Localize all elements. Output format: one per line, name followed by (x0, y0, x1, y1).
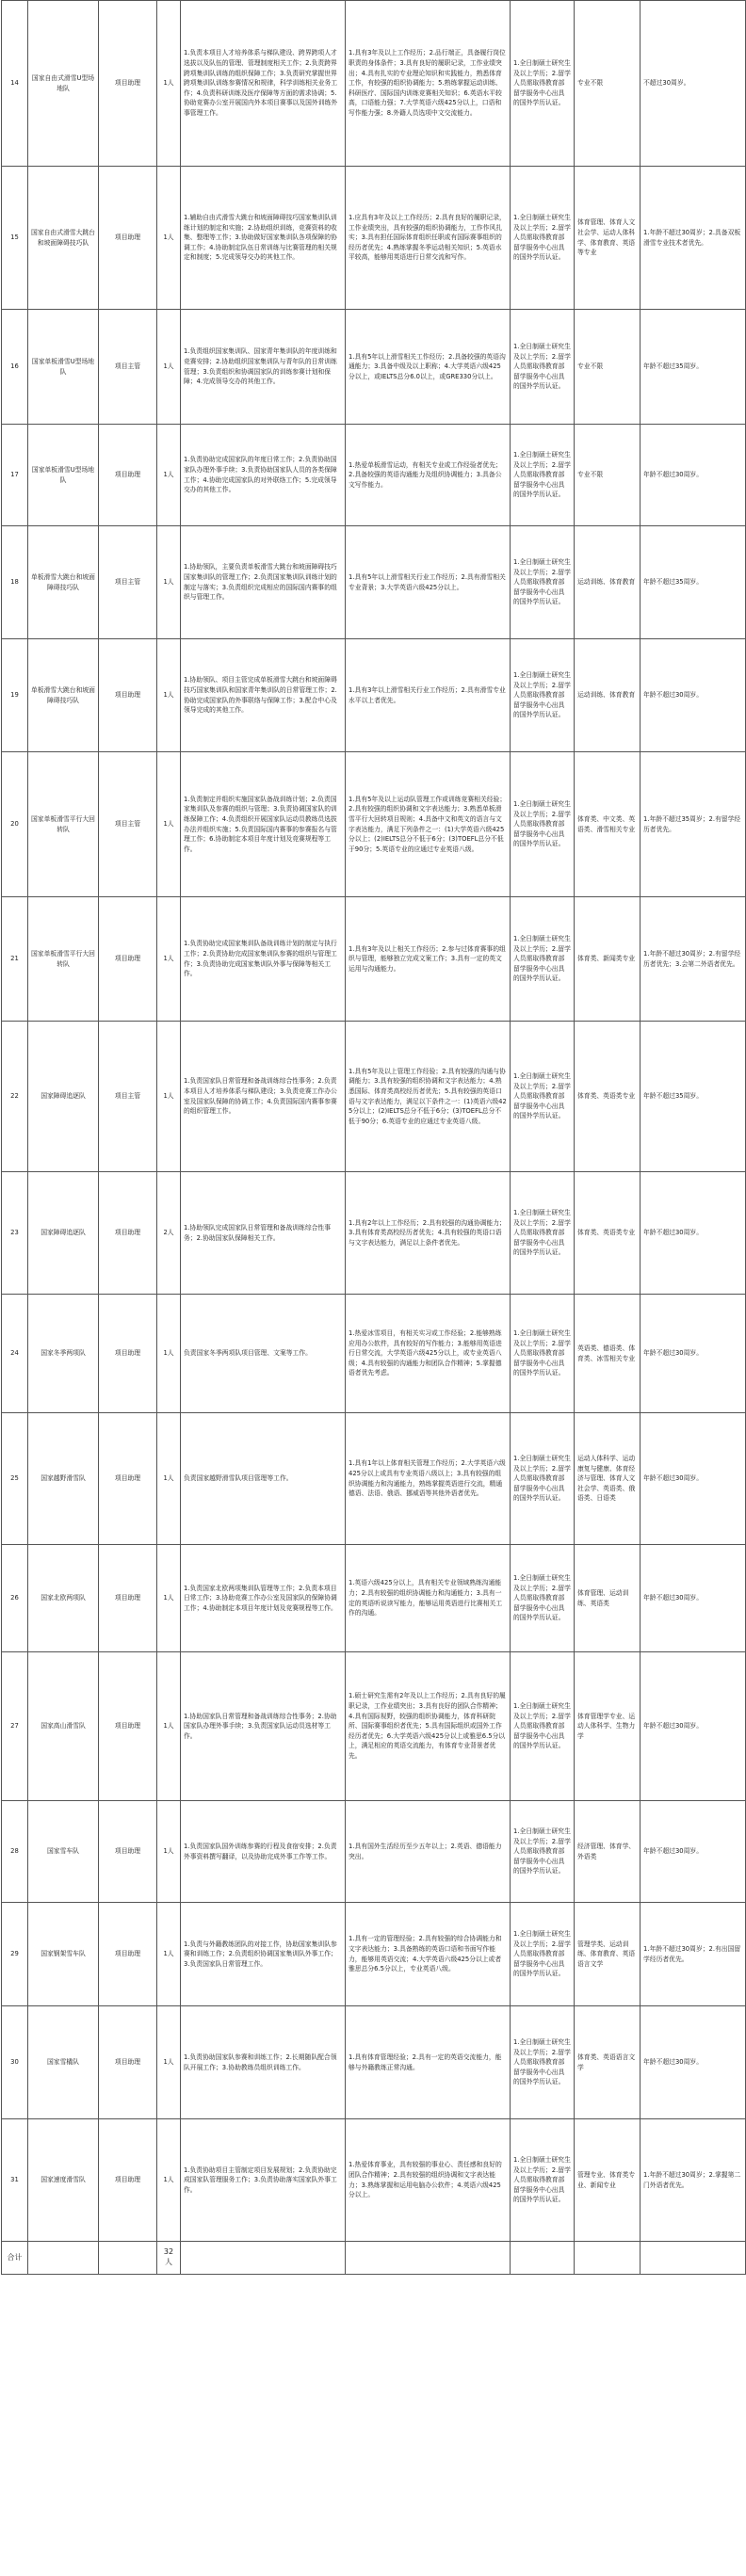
team-name: 国家单板滑雪平行大回转队 (28, 897, 99, 1022)
education-requirement: 1.全日制硕士研究生及以上学历；2.留学人员需取得教育部留学服务中心出具的国外学历认证。 (511, 639, 575, 752)
position-title: 项目主管 (99, 310, 157, 425)
team-name: 国家障碍追逐队 (28, 1022, 99, 1172)
headcount: 1人 (157, 897, 181, 1022)
headcount: 2人 (157, 1172, 181, 1295)
qualification-requirements: 1.英语六级425分以上，具有相关专业领域熟练沟通能力；2.具有较强的组织协调能力和沟通能力；3.具有一定的英语听说读写能力，能够运用英语进行比赛相关工作的沟通。 (346, 1545, 511, 1652)
team-name: 国家雪车队 (28, 1801, 99, 1903)
position-title: 项目助理 (99, 897, 157, 1022)
major-requirement: 体育管理、运动训练、英语类 (575, 1545, 641, 1652)
table-row (2, 1903, 746, 2006)
total-empty (99, 2242, 157, 2275)
job-duties: 1.协助领队，主要负责单板滑雪大跳台和坡面障碍技巧国家集训队的管理工作；2.负责国家集训队训练计划的制定与落实；3.负责组织完成相应的国际国内赛事的组织与管理工作。 (181, 526, 346, 639)
row-number: 23 (2, 1172, 28, 1295)
table-row (2, 2006, 746, 2119)
table-row (2, 897, 746, 1022)
job-duties: 1.协助领队、项目主管完成单板滑雪大跳台和坡面障碍技巧国家集训队和国家青年集训队的日常管理工作；2.协助完成国家队的外事联络与保障工作；3.配合中心及领导完成的其他工作。 (181, 639, 346, 752)
row-number: 14 (2, 1, 28, 167)
row-number: 25 (2, 1413, 28, 1545)
headcount: 1人 (157, 1022, 181, 1172)
job-duties: 1.负责协助完成国家队的年度日常工作；2.负责协助国家队办理外事手续；3.负责协助国家队人员的各类保障工作；4.协助完成国家队的对外联络工作；5.完成领导交办的其他工作。 (181, 425, 346, 526)
position-title: 项目助理 (99, 1295, 157, 1413)
major-requirement: 体育管理、体育人文社会学、运动人体科学、体育教育、英语等专业 (575, 167, 641, 310)
headcount: 1人 (157, 1, 181, 167)
qualification-requirements: 1.热爱单板滑雪运动，有相关专业或工作经验者优先；2.具备较强的英语沟通能力及组织协调能力；3.具备公文写作能力。 (346, 425, 511, 526)
position-title: 项目主管 (99, 526, 157, 639)
major-requirement: 运动人体科学、运动康复与健康、体育经济与管理、体育人文社会学、英语类、俄语类、日语类 (575, 1413, 641, 1545)
education-requirement: 1.全日制硕士研究生及以上学历；2.留学人员需取得教育部留学服务中心出具的国外学历认证。 (511, 1801, 575, 1903)
education-requirement: 1.全日制硕士研究生及以上学历；2.留学人员需取得教育部留学服务中心出具的国外学历认证。 (511, 752, 575, 897)
position-title: 项目助理 (99, 1172, 157, 1295)
table-row (2, 1022, 746, 1172)
qualification-requirements: 1.热爱体育事业，具有较强的事业心、责任感和良好的团队合作精神；2.具有较强的组织协调和文字表达能力；3.熟练掌握和运用电脑办公软件；4.英语六级425分以上。 (346, 2119, 511, 2242)
job-duties: 1.辅助自由式滑雪大跳台和坡面障碍技巧国家集训队训练计划的制定和实施；2.协助组织训练，竞赛资料的收集、整理等工作；3.协助做好国家集训队各项保障的协调工作；4.协助制定队伍日常训练与比赛管理的相关规定和制度；5.完成领导交办的其他工作。 (181, 167, 346, 310)
total-empty (641, 2242, 746, 2275)
headcount: 1人 (157, 526, 181, 639)
table-row (2, 1172, 746, 1295)
position-title: 项目主管 (99, 752, 157, 897)
other-requirements: 年龄不超过30周岁。 (641, 425, 746, 526)
qualification-requirements: 1.具有1年以上体育相关管理工作经历；2.大学英语六级425分以上或具有专业英语八级以上；3.具有较强的组织协调能力和沟通能力，熟练掌握英语进行交流，精通德语、法语、俄语、挪威语等其他外语者优先。 (346, 1413, 511, 1545)
row-number: 26 (2, 1545, 28, 1652)
qualification-requirements: 1.具有5年以上滑雪相关行业工作经历；2.具有滑雪相关专业背景；3.大学英语六级425分以上。 (346, 526, 511, 639)
position-title: 项目助理 (99, 639, 157, 752)
other-requirements: 年龄不超过30周岁。 (641, 1801, 746, 1903)
table-row (2, 167, 746, 310)
major-requirement: 专业不限 (575, 425, 641, 526)
row-number: 28 (2, 1801, 28, 1903)
qualification-requirements: 1.热爱冰雪项目，有相关实习或工作经验；2.能够熟练应用办公软件，具有较好的写作能力；3.能够用英语进行日常交流，大学英语六级425分以上，或专业英语八级；4.具有较强的沟通能力和团队合作精神；5.掌握德语者优先考虑。 (346, 1295, 511, 1413)
position-title: 项目助理 (99, 425, 157, 526)
other-requirements: 1.年龄不超过30周岁；2.有出国留学经历者优先。 (641, 1903, 746, 2006)
job-duties: 1.协助领队完成国家队日常管理和备战训练综合性事务；2.协助国家队保障相关工作。 (181, 1172, 346, 1295)
team-name: 国家越野滑雪队 (28, 1413, 99, 1545)
education-requirement: 1.全日制硕士研究生及以上学历；2.留学人员需取得教育部留学服务中心出具的国外学历认证。 (511, 897, 575, 1022)
job-duties: 1.负责协助项目主管制定项目发展规划；2.负责协助完成国家队管理服务工作；3.负责协助落实国家队外事工作。 (181, 2119, 346, 2242)
other-requirements: 年龄不超过30周岁。 (641, 2006, 746, 2119)
education-requirement: 1.全日制硕士研究生及以上学历；2.留学人员需取得教育部留学服务中心出具的国外学历认证。 (511, 2119, 575, 2242)
education-requirement: 1.全日制硕士研究生及以上学历；2.留学人员需取得教育部留学服务中心出具的国外学历认证。 (511, 526, 575, 639)
total-empty (181, 2242, 346, 2275)
education-requirement: 1.全日制硕士研究生及以上学历；2.留学人员需取得教育部留学服务中心出具的国外学历认证。 (511, 1413, 575, 1545)
team-name: 国家自由式滑雪大跳台和坡面障碍技巧队 (28, 167, 99, 310)
row-number: 31 (2, 2119, 28, 2242)
row-number: 15 (2, 167, 28, 310)
other-requirements: 年龄不超过30周岁。 (641, 639, 746, 752)
job-duties: 1.协助国家队日常管理和备战训练综合性事务；2.协助国家队办理外事手续；3.负责国家队运动员选材等工作。 (181, 1652, 346, 1801)
other-requirements: 年龄不超过30周岁。 (641, 1295, 746, 1413)
other-requirements: 不超过30周岁。 (641, 1, 746, 167)
other-requirements: 年龄不超过35周岁。 (641, 310, 746, 425)
job-duties: 负责国家越野滑雪队项目管理等工作。 (181, 1413, 346, 1545)
total-row (2, 2242, 746, 2275)
headcount: 1人 (157, 425, 181, 526)
education-requirement: 1.全日制硕士研究生及以上学历；2.留学人员需取得教育部留学服务中心出具的国外学历认证。 (511, 1, 575, 167)
team-name: 单板滑雪大跳台和坡面障碍技巧队 (28, 526, 99, 639)
other-requirements: 1.年龄不超过30周岁；2.具备双板滑雪专业技术者优先。 (641, 167, 746, 310)
major-requirement: 运动训练、体育教育 (575, 639, 641, 752)
qualification-requirements: 1.具有5年及以上管理工作经验；2.具有较强的沟通与协调能力；3.具有较强的组织协调和文字表达能力；4.熟悉国际、体育类高校经历者优先；5.具有较强的英语口语与文字表达能力，满足以下条件之一：(1)英语六级425分以上；(2)IELTS总分不低于6分；(3)TOEFL总分不低于90分；6.英语专业的应通过专业英语八级。 (346, 1022, 511, 1172)
headcount: 1人 (157, 1295, 181, 1413)
headcount: 1人 (157, 1413, 181, 1545)
position-title: 项目助理 (99, 2119, 157, 2242)
team-name: 国家单板滑雪U型场地队 (28, 425, 99, 526)
table-row (2, 1, 746, 167)
headcount: 1人 (157, 310, 181, 425)
other-requirements: 年龄不超过30周岁。 (641, 1652, 746, 1801)
table-row (2, 639, 746, 752)
row-number: 29 (2, 1903, 28, 2006)
job-duties: 负责国家冬季两项队项目管理、文案等工作。 (181, 1295, 346, 1413)
row-number: 18 (2, 526, 28, 639)
position-title: 项目助理 (99, 1903, 157, 2006)
team-name: 国家速度滑雪队 (28, 2119, 99, 2242)
recruitment-table (1, 0, 746, 2275)
qualification-requirements: 1.硕士研究生需有2年及以上工作经历；2.具有良好的履职记录，工作业绩突出；3.具有良好的团队合作精神；4.具有国际视野，较强的组织协调能力，体育科研院所、国际赛事组织者优先；5.具有国际组织或国外工作经历者优先；6.大学英语六级425分以上或雅思6.5分以上，满足相应的英语交流能力，有体育专业背景者优先。 (346, 1652, 511, 1801)
table-row (2, 752, 746, 897)
education-requirement: 1.全日制硕士研究生及以上学历；2.留学人员需取得教育部留学服务中心出具的国外学历认证。 (511, 425, 575, 526)
team-name: 国家自由式滑雪U型场地队 (28, 1, 99, 167)
team-name: 国家单板滑雪U型场地队 (28, 310, 99, 425)
table-row (2, 2119, 746, 2242)
qualification-requirements: 1.应具有3年及以上工作经历；2.具有良好的履职记录，工作业绩突出，具有较强的组织协调能力，工作作风扎实；3.具有担任国际体育组织任职或有国际赛事组织的经历者优先；4.熟练掌握冬季运动相关知识；5.英语水平较高，能够用英语进行日常交流和写作。 (346, 167, 511, 310)
table-row (2, 1295, 746, 1413)
education-requirement: 1.全日制硕士研究生及以上学历；2.留学人员需取得教育部留学服务中心出具的国外学历认证。 (511, 1652, 575, 1801)
job-duties: 1.负责协助完成国家集训队备战训练计划的制定与执行工作；2.负责协助完成国家集训队参赛的组织与管理工作；3.负责协助完成国家集训队外事与保障等相关工作。 (181, 897, 346, 1022)
job-duties: 1.负责与外籍教练团队的对接工作，协助国家集训队参赛和训练工作；2.负责组织协调国家集训队外事工作；3.负责国家队日常管理工作。 (181, 1903, 346, 2006)
qualification-requirements: 1.具有国外生活经历至少五年以上；2.英语、德语能力突出。 (346, 1801, 511, 1903)
education-requirement: 1.全日制硕士研究生及以上学历；2.留学人员需取得教育部留学服务中心出具的国外学历认证。 (511, 1545, 575, 1652)
job-duties: 1.负责制定并组织实施国家队备战训练计划；2.负责国家集训队及参赛的组织与管理；3.负责协调国家队的训练保障工作；4.负责组织开展国家队运动员教练员选拔办法并组织实施；5.负责国际国内赛事的参赛报名与管理工作；6.协助制定本项目年度计划及竞赛规程等工作。 (181, 752, 346, 897)
row-number: 27 (2, 1652, 28, 1801)
headcount: 1人 (157, 1652, 181, 1801)
table-body (2, 1, 746, 2242)
job-duties: 1.负责协助国家队参赛和训练工作；2.长期随队配合领队开展工作；3.协助教练员组织训练工作。 (181, 2006, 346, 2119)
education-requirement: 1.全日制硕士研究生及以上学历；2.留学人员需取得教育部留学服务中心出具的国外学历认证。 (511, 1022, 575, 1172)
major-requirement: 体育管理学专业、运动人体科学、生物力学 (575, 1652, 641, 1801)
team-name: 国家北欧两项队 (28, 1545, 99, 1652)
row-number: 20 (2, 752, 28, 897)
position-title: 项目助理 (99, 1801, 157, 1903)
qualification-requirements: 1.具有3年以上滑雪相关行业工作经历；2.具有滑雪专业水平以上者优先。 (346, 639, 511, 752)
team-name: 国家钢架雪车队 (28, 1903, 99, 2006)
other-requirements: 年龄不超过30周岁。 (641, 1545, 746, 1652)
row-number: 21 (2, 897, 28, 1022)
major-requirement: 经济管理、体育学、外语类 (575, 1801, 641, 1903)
education-requirement: 1.全日制硕士研究生及以上学历；2.留学人员需取得教育部留学服务中心出具的国外学历认证。 (511, 310, 575, 425)
total-label: 合计 (2, 2242, 28, 2275)
job-duties: 1.负责国家队国外训练参赛的行程及食宿安排；2.负责外事资料撰写翻译，以及协助完成外事工作等工作。 (181, 1801, 346, 1903)
table-row (2, 1413, 746, 1545)
table-row (2, 425, 746, 526)
position-title: 项目助理 (99, 2006, 157, 2119)
row-number: 16 (2, 310, 28, 425)
major-requirement: 管理学类、运动训练、体育教育、英语语言文学 (575, 1903, 641, 2006)
headcount: 1人 (157, 639, 181, 752)
other-requirements: 1.年龄不超过30周岁；2.有留学经历者优先；3.会第二外语者优先。 (641, 897, 746, 1022)
headcount: 1人 (157, 1545, 181, 1652)
major-requirement: 专业不限 (575, 310, 641, 425)
major-requirement: 体育类、英语语言文学 (575, 2006, 641, 2119)
team-name: 国家障碍追逐队 (28, 1172, 99, 1295)
total-count: 32人 (157, 2242, 181, 2275)
headcount: 1人 (157, 1801, 181, 1903)
other-requirements: 年龄不超过30周岁。 (641, 1172, 746, 1295)
education-requirement: 1.全日制硕士研究生及以上学历；2.留学人员需取得教育部留学服务中心出具的国外学历认证。 (511, 1903, 575, 2006)
team-name: 单板滑雪大跳台和坡面障碍技巧队 (28, 639, 99, 752)
other-requirements: 年龄不超过35周岁。 (641, 526, 746, 639)
other-requirements: 年龄不超过35周岁。 (641, 1022, 746, 1172)
position-title: 项目助理 (99, 1545, 157, 1652)
row-number: 30 (2, 2006, 28, 2119)
qualification-requirements: 1.具有3年及以上相关工作经历；2.参与过体育赛事的组织与管理，能够独立完成文案工作；3.具有一定的英文运用与沟通能力。 (346, 897, 511, 1022)
table-row (2, 526, 746, 639)
position-title: 项目助理 (99, 1413, 157, 1545)
education-requirement: 1.全日制硕士研究生及以上学历；2.留学人员需取得教育部留学服务中心出具的国外学历认证。 (511, 1172, 575, 1295)
education-requirement: 1.全日制硕士研究生及以上学历；2.留学人员需取得教育部留学服务中心出具的国外学历认证。 (511, 1295, 575, 1413)
team-name: 国家雪橇队 (28, 2006, 99, 2119)
qualification-requirements: 1.具有5年及以上运动队管理工作或训练竞赛相关经验；2.具有较强的组织协调和文字表达能力；3.熟悉单板滑雪平行大回转项目规则；4.具备中文和英文的语言与文字表达能力，满足下列条件之一：(1)大学英语六级425分以上；(2)IELTS总分不低于6分；(3)TOEFL总分不低于90分；5.英语专业的应通过专业英语八级。 (346, 752, 511, 897)
row-number: 19 (2, 639, 28, 752)
headcount: 1人 (157, 752, 181, 897)
position-title: 项目助理 (99, 1, 157, 167)
table-row (2, 310, 746, 425)
table-row (2, 1652, 746, 1801)
total-empty (575, 2242, 641, 2275)
team-name: 国家冬季两项队 (28, 1295, 99, 1413)
major-requirement: 英语类、德语类、体育类、冰雪相关专业 (575, 1295, 641, 1413)
row-number: 24 (2, 1295, 28, 1413)
qualification-requirements: 1.具有2年以上工作经历；2.具有较强的沟通协调能力；3.具有体育类高校经历者优先；4.具有较强的英语口语与文字表达能力，满足以上条件者优先。 (346, 1172, 511, 1295)
major-requirement: 体育类、英语类专业 (575, 1022, 641, 1172)
major-requirement: 运动训练、体育教育 (575, 526, 641, 639)
headcount: 1人 (157, 2006, 181, 2119)
job-duties: 1.负责组织国家集训队、国家青年集训队的年度训练和竞赛安排；2.协助组织国家集训队与青年队的日常训练管理；3.负责组织和协调国家队的训练参赛计划和保障；4.完成领导交办的其他工作。 (181, 310, 346, 425)
total-empty (28, 2242, 99, 2275)
headcount: 1人 (157, 167, 181, 310)
qualification-requirements: 1.具有一定的管理经验；2.具有较强的综合协调能力和文字表达能力；3.具备熟练的英语口语和书面写作能力，能够用英语交流；4.大学英语六级425分以上或者雅思总分6.5分以上，专业英语八级。 (346, 1903, 511, 2006)
row-number: 22 (2, 1022, 28, 1172)
qualification-requirements: 1.具有3年及以上工作经历；2.品行端正，具备履行岗位职责的身体条件；3.具有良好的履职记录，工作业绩突出；4.具有扎实的专业理论知识和实践能力，熟悉体育工作，有较强的组织协调能力；5.熟练掌握运动训练、科研医疗、国际国内训练竞赛相关知识；6.英语水平较高，口语能力强；7.大学英语六级425分以上，口语和写作能力强；8.外籍人员选项中文交流能力。 (346, 1, 511, 167)
team-name: 国家单板滑雪平行大回转队 (28, 752, 99, 897)
qualification-requirements: 1.具有体育管理经验；2.具有一定的英语交流能力，能够与外籍教练正常沟通。 (346, 2006, 511, 2119)
major-requirement: 体育类、中文类、英语类、滑雪相关专业 (575, 752, 641, 897)
position-title: 项目主管 (99, 1022, 157, 1172)
major-requirement: 管理专业、体育类专业、新闻专业 (575, 2119, 641, 2242)
other-requirements: 1.年龄不超过35周岁；2.有留学经历者优先。 (641, 752, 746, 897)
other-requirements: 1.年龄不超过30周岁；2.掌握第二门外语者优先。 (641, 2119, 746, 2242)
major-requirement: 体育类、英语类专业 (575, 1172, 641, 1295)
job-duties: 1.负责本项目人才培养体系与梯队建设、跨界跨项人才选拔以及队伍的管理、管理制度相关工作；2.负责跨界跨项集训队训练的组织保障工作；3.负责研究掌握世界跨项集训队训练参赛情况和规律，科学训练相关业务工作；4.负责科研训练及医疗保障等方面的需求协调；5.协助竞赛办公室开展国内外本项目赛事以及国外训练外事管理工作。 (181, 1, 346, 167)
major-requirement: 体育类、新闻类专业 (575, 897, 641, 1022)
table-row (2, 1801, 746, 1903)
other-requirements: 年龄不超过30周岁。 (641, 1413, 746, 1545)
education-requirement: 1.全日制硕士研究生及以上学历；2.留学人员需取得教育部留学服务中心出具的国外学历认证。 (511, 2006, 575, 2119)
headcount: 1人 (157, 1903, 181, 2006)
position-title: 项目助理 (99, 167, 157, 310)
row-number: 17 (2, 425, 28, 526)
total-empty (511, 2242, 575, 2275)
major-requirement: 专业不限 (575, 1, 641, 167)
qualification-requirements: 1.具有5年以上滑雪相关工作经历；2.具备较强的英语沟通能力；3.具备中级及以上职称；4.大学英语六级425分以上，或IELTS总分6.0以上，或GRE330分以上。 (346, 310, 511, 425)
table-row (2, 1545, 746, 1652)
headcount: 1人 (157, 2119, 181, 2242)
team-name: 国家高山滑雪队 (28, 1652, 99, 1801)
total-empty (346, 2242, 511, 2275)
job-duties: 1.负责国家队日常管理和备战训练综合性事务；2.负责本项目人才培养体系与梯队建设；3.负责竞赛工作办公室及国家队保障的协调工作；4.负责国际国内赛事参赛的组织管理工作。 (181, 1022, 346, 1172)
job-duties: 1.负责国家北欧两项集训队管理等工作；2.负责本项目日常工作；3.协助竞赛工作办公室及国家队的保障协调工作；4.协助制定本项目年度计划及竞赛规程等工作。 (181, 1545, 346, 1652)
position-title: 项目助理 (99, 1652, 157, 1801)
education-requirement: 1.全日制硕士研究生及以上学历；2.留学人员需取得教育部留学服务中心出具的国外学历认证。 (511, 167, 575, 310)
